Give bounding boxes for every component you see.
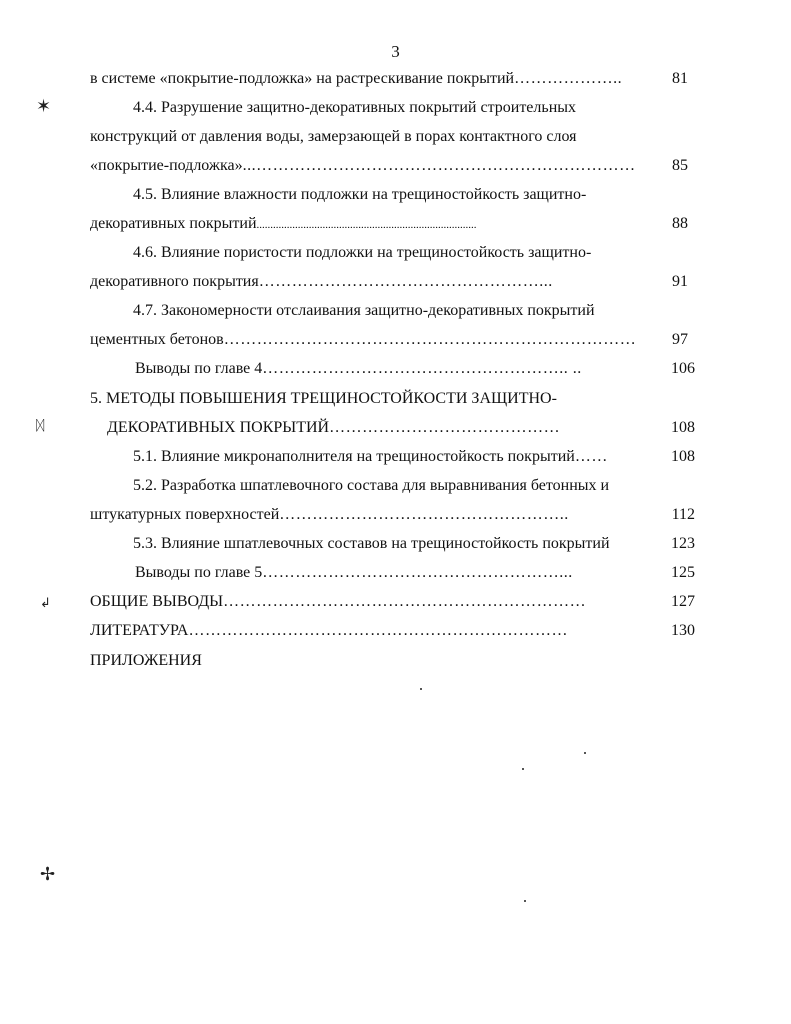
toc-entry <box>90 505 569 525</box>
toc-entry-text: конструкций от давления воды, замерзающей в порах контактного слоя <box>90 128 577 145</box>
toc-entry-text: «покрытие-подложка» <box>90 157 243 174</box>
toc-entry-text: 4.5. Влияние влажности подложки на трещиностойкость защитно- <box>133 186 587 203</box>
toc-entry <box>90 389 557 409</box>
margin-mark: ᛞ <box>36 418 45 434</box>
toc-page-number: 91 <box>672 273 688 290</box>
toc-entry-text: ПРИЛОЖЕНИЯ <box>90 652 202 669</box>
scan-speck <box>522 768 524 770</box>
toc-page-number: 112 <box>671 506 695 523</box>
toc-leader: ……………….. <box>514 70 623 87</box>
toc-entry <box>133 301 595 321</box>
page-number: 3 <box>391 42 400 61</box>
toc-leader: ………………………………………………... <box>262 564 573 581</box>
toc-entry-text: 5.3. Влияние шпатлевочных составов на трещиностойкость покрытий <box>133 535 610 552</box>
toc-entry-text: в системе «покрытие-подложка» на растрескивание покрытий <box>90 70 515 87</box>
scan-speck <box>420 688 422 690</box>
toc-entry-text: 4.6. Влияние пористости подложки на трещиностойкость защитно- <box>133 244 592 261</box>
toc-entry <box>90 330 636 350</box>
toc-entry-text: 5.2. Разработка шпатлевочного состава для выравнивания бетонных и <box>133 477 610 494</box>
toc-leader: …………………………………………….. <box>279 506 569 523</box>
toc-entry <box>90 127 577 147</box>
toc-entry <box>90 214 477 235</box>
toc-leader: …… <box>574 448 608 465</box>
toc-entry <box>90 651 202 671</box>
margin-mark: ✶ <box>36 96 52 117</box>
toc-entry-text: 4.4. Разрушение защитно-декоративных покрытий строительных <box>133 99 576 116</box>
toc-entry <box>133 534 610 554</box>
toc-entry <box>90 592 586 612</box>
toc-page-number: 81 <box>672 70 688 87</box>
toc-page-number: 125 <box>671 564 695 581</box>
toc-entry <box>133 98 576 118</box>
toc-leader: ………………………………………………………… <box>223 593 587 610</box>
toc-page-number: 130 <box>671 622 695 639</box>
toc-entry <box>133 447 608 467</box>
toc-entry-text: ЛИТЕРАТУРА <box>90 622 189 639</box>
toc-entry-text: 5. МЕТОДЫ ПОВЫШЕНИЯ ТРЕЩИНОСТОЙКОСТИ ЗАЩИТНО- <box>90 390 557 407</box>
toc-entry <box>133 243 591 263</box>
toc-leader: ………………………………………………………………… <box>223 331 637 348</box>
margin-mark: ✢ <box>40 864 56 885</box>
toc-page-number: 127 <box>671 593 695 610</box>
toc-entry-text: Выводы по главе 4 <box>135 360 263 377</box>
toc-entry <box>107 418 560 438</box>
toc-entry-text: цементных бетонов <box>90 331 224 348</box>
margin-mark: ↲ <box>40 596 51 611</box>
toc-entry-text: ДЕКОРАТИВНЫХ ПОКРЫТИЙ <box>107 419 330 436</box>
toc-entry-text: Выводы по главе 5 <box>135 564 263 581</box>
toc-entry-text: декоративного покрытия <box>90 273 259 290</box>
toc-page-number: 123 <box>671 535 695 552</box>
toc-entry <box>135 359 582 379</box>
toc-leader: …………………………………… <box>329 419 561 436</box>
toc-leader: ……………………………………………... <box>258 273 553 290</box>
toc-page-number: 88 <box>672 215 688 232</box>
toc-page-number: 108 <box>671 419 695 436</box>
toc-page-number: 106 <box>671 360 695 377</box>
toc-leader: ……………………………………………….. .. <box>262 360 582 377</box>
toc-entry <box>90 272 553 292</box>
toc-page-number: 85 <box>672 157 688 174</box>
toc-entry <box>133 476 609 496</box>
toc-entry <box>135 563 573 583</box>
toc-page-number: 97 <box>672 331 688 348</box>
toc-page-number: 108 <box>671 448 695 465</box>
toc-entry <box>90 621 568 641</box>
toc-entry <box>90 69 622 89</box>
toc-entry-text: 4.7. Закономерности отслаивания защитно-декоративных покрытий <box>133 302 595 319</box>
toc-entry <box>133 185 586 205</box>
scan-speck <box>584 752 586 754</box>
toc-leader: ................................................................................ <box>256 219 477 231</box>
toc-entry-text: декоративных покрытий <box>90 215 257 232</box>
toc-entry-text: 5.1. Влияние микронаполнителя на трещиностойкость покрытий <box>133 448 575 465</box>
toc-entry-text: ОБЩИЕ ВЫВОДЫ <box>90 593 224 610</box>
toc-leader: …………………………………………………………… <box>188 622 568 639</box>
toc-entry <box>90 156 636 176</box>
toc-entry-text: штукатурных поверхностей <box>90 506 280 523</box>
toc-leader: ...…………………………………………………………… <box>242 157 636 174</box>
scan-speck <box>524 900 526 902</box>
